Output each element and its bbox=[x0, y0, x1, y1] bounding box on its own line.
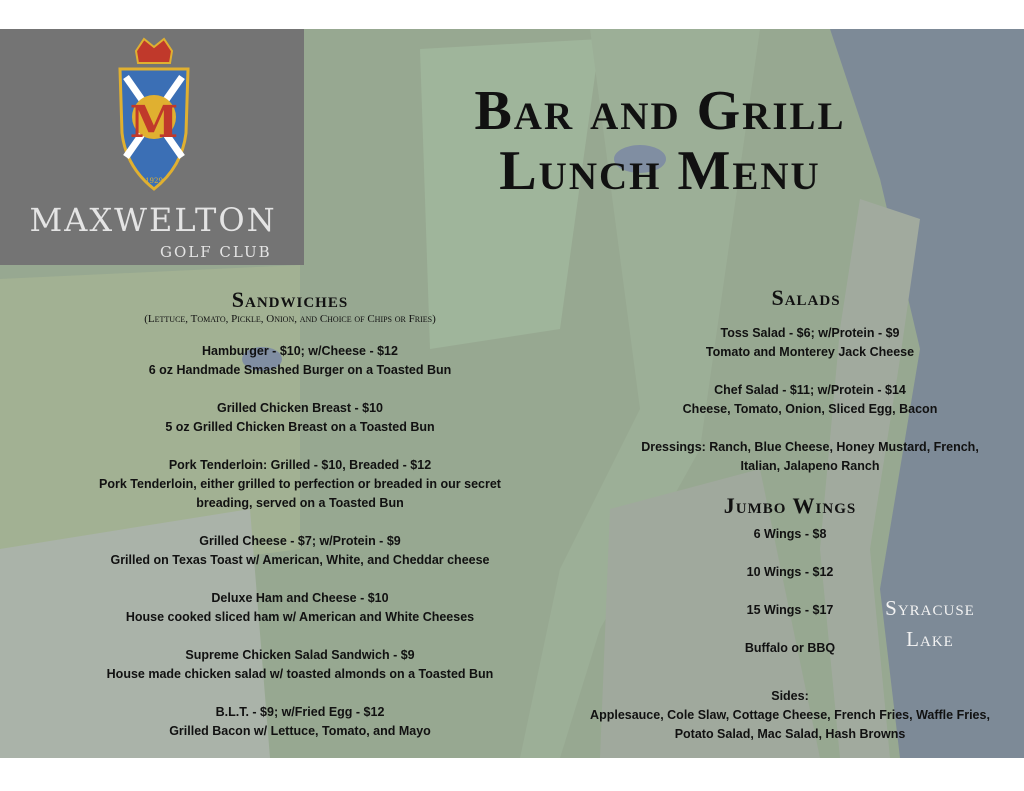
menu-title bbox=[330, 81, 990, 201]
item-name: Chef Salad - $11; w/Protein - $14 bbox=[714, 383, 906, 397]
item-desc: Grilled Bacon w/ Lettuce, Tomato, and Mayo bbox=[169, 724, 431, 738]
menu-item: 6 Wings - $8 bbox=[753, 527, 827, 541]
item-name: Grilled Cheese - $7; w/Protein - $9 bbox=[199, 534, 401, 548]
menu-item bbox=[40, 399, 560, 437]
item-desc: Pork Tenderloin, either grilled to perfection or breaded in our secret bbox=[99, 477, 501, 491]
menu-item bbox=[40, 456, 560, 513]
item-name: B.L.T. - $9; w/Fried Egg - $12 bbox=[215, 705, 385, 719]
item-name: Deluxe Ham and Cheese - $10 bbox=[211, 591, 389, 605]
lake-label-line: Syracuse bbox=[885, 596, 975, 620]
maxwelton-logo bbox=[0, 29, 304, 265]
sides-block bbox=[540, 687, 1024, 744]
item-desc: House made chicken salad w/ toasted almonds on a Toasted Bun bbox=[106, 667, 494, 681]
menu-item bbox=[40, 646, 560, 684]
item-name: Toss Salad - $6; w/Protein - $9 bbox=[720, 326, 900, 340]
wings-list bbox=[690, 525, 890, 677]
menu-item: 15 Wings - $17 bbox=[746, 603, 834, 617]
item-desc: 6 oz Handmade Smashed Burger on a Toasted Bun bbox=[148, 363, 452, 377]
item-desc: Tomato and Monterey Jack Cheese bbox=[705, 345, 915, 359]
item-desc: House cooked sliced ham w/ American and White Cheeses bbox=[125, 610, 475, 624]
menu-item bbox=[620, 438, 1000, 476]
item-name: Grilled Chicken Breast - $10 bbox=[216, 401, 384, 415]
item-name: Hamburger - $10; w/Cheese - $12 bbox=[202, 344, 398, 358]
menu-page bbox=[0, 29, 1024, 758]
menu-item: Buffalo or BBQ bbox=[744, 641, 836, 655]
svg-text:M: M bbox=[129, 97, 179, 148]
sandwiches-heading: Sandwiches bbox=[231, 287, 349, 312]
salads-heading: Salads bbox=[771, 285, 841, 310]
item-name: Dressings: Ranch, Blue Cheese, Honey Mustard, French, bbox=[641, 440, 979, 454]
menu-item bbox=[620, 381, 1000, 419]
sides-line: Applesauce, Cole Slaw, Cottage Cheese, French Fries, Waffle Fries, bbox=[590, 708, 990, 722]
crest-icon bbox=[112, 37, 196, 193]
menu-item bbox=[40, 532, 560, 570]
sandwiches-list bbox=[40, 342, 560, 758]
title-line-2: Lunch Menu bbox=[499, 140, 821, 202]
item-name: Pork Tenderloin: Grilled - $10, Breaded - $12 bbox=[168, 458, 432, 472]
sides-line: Potato Salad, Mac Salad, Hash Browns bbox=[674, 727, 906, 741]
sides-label: Sides: bbox=[771, 689, 809, 703]
title-line-1: Bar and Grill bbox=[474, 80, 846, 142]
item-desc: breading, served on a Toasted Bun bbox=[196, 496, 404, 510]
logo-subtitle: GOLF CLUB bbox=[160, 243, 272, 261]
menu-item bbox=[40, 342, 560, 380]
item-desc: 5 oz Grilled Chicken Breast on a Toasted Bun bbox=[165, 420, 435, 434]
wings-heading: Jumbo Wings bbox=[723, 493, 857, 518]
salads-list bbox=[620, 324, 1000, 495]
syracuse-lake-label bbox=[880, 593, 980, 655]
menu-item bbox=[40, 589, 560, 627]
lake-label-line: Lake bbox=[906, 627, 954, 651]
item-desc: Grilled on Texas Toast w/ American, White, and Cheddar cheese bbox=[110, 553, 490, 567]
logo-wordmark: MAXWELTON bbox=[29, 201, 277, 239]
menu-item bbox=[40, 703, 560, 741]
item-desc: Cheese, Tomato, Onion, Sliced Egg, Bacon bbox=[682, 402, 938, 416]
item-name: Supreme Chicken Salad Sandwich - $9 bbox=[185, 648, 415, 662]
menu-item: 10 Wings - $12 bbox=[746, 565, 834, 579]
menu-item bbox=[620, 324, 1000, 362]
item-desc: Italian, Jalapeno Ranch bbox=[740, 459, 880, 473]
svg-text:1929: 1929 bbox=[145, 177, 163, 185]
sandwiches-note: (Lettuce, Tomato, Pickle, Onion, and Choice of Chips or Fries) bbox=[144, 313, 436, 325]
